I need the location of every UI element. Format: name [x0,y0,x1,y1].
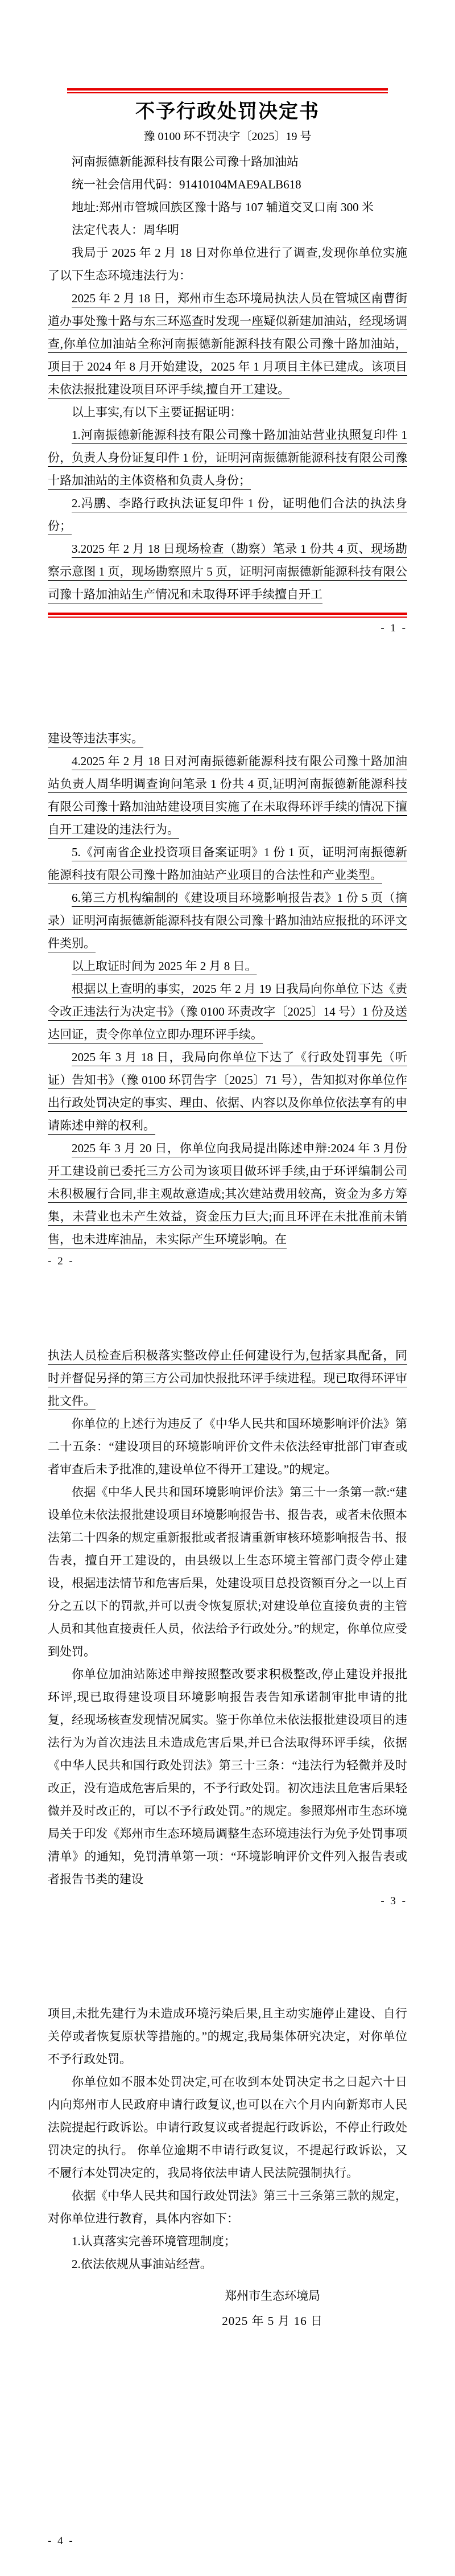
document-number: 豫 0100 环不罚决字〔2025〕19 号 [143,130,312,143]
red-footer-rule [48,613,407,618]
paragraph: 4.2025 年 2 月 18 日对河南振德新能源科技有限公司豫十路加油站负责人周华明调查询问笔录 1 份共 4 页,证明河南振德新能源科技有限公司豫十路加油站建设项目实施了在未取得环评手续的情况下擅自开工建设的违法行为。 [48,754,407,836]
document-title: 不予行政处罚决定书 [135,101,320,122]
paragraph: 1.认真落实完善环境管理制度； [72,2234,236,2248]
paragraph: 2.冯鹏、李路行政执法证复印件 1 份，证明他们合法的执法身份； [48,496,407,533]
paragraph: 统一社会信用代码：91410104MAE9ALB618 [72,178,301,191]
page-number: - 4 - [48,2535,75,2547]
paragraph: 1.河南振德新能源科技有限公司豫十路加油站营业执照复印件 1 份，负责人身份证复印件 1 份，证明河南振德新能源科技有限公司豫十路加油站的主体资格和负责人身份； [48,428,407,487]
paragraph: 根据以上查明的事实，2025 年 2 月 19 日我局向你单位下达《责令改正违法行为决定书》（豫 0100 环责改字〔2025〕14 号）1 份及送达回证，责令你单位立即办理环评手续。 [48,982,407,1041]
page-4-body [48,2002,407,2275]
issue-date: 2025 年 5 月 16 日 [222,2314,323,2328]
page-number: - 3 - [380,1895,407,1907]
paragraph: 你单位如不服本处罚决定,可在收到本处罚决定书之日起六十日内向郑州市人民政府申请行政复议,也可以在六个月内向新郑市人民法院提起行政诉讼。申请行政复议或者提起行政诉讼，不停止行政处罚决定的执行。 你单位逾期不申请行政复议，不提起行政诉讼，又不履行本处罚决定的，我局将依法申请人民法院强制执行。 [48,2075,407,2180]
signature-block [48,2283,407,2333]
page-number: - 1 - [380,622,407,634]
paragraph: 法定代表人：周华明 [72,223,179,237]
issuing-agency: 郑州市生态环境局 [225,2289,321,2303]
paragraph: 2.依法依规从事油站经营。 [72,2257,212,2271]
paragraph: 你单位的上述行为违反了《中华人民共和国环境影响评价法》第二十五条：“建设项目的环境影响评价文件未依法经审批部门审查或者审查后未予批准的,建设单位不得开工建设。”的规定。 [48,1417,407,1476]
paragraph: 3.2025 年 2 月 18 日现场检查（勘察）笔录 1 份共 4 页、现场勘察示意图 1 页，现场勘察照片 5 页，证明河南振德新能源科技有限公司豫十路加油站生产情况和未取得环评手续擅自开工 [48,542,407,601]
page-number: - 2 - [48,1255,75,1267]
page-2 [0,727,455,1270]
paragraph: 以上取证时间为 2025 年 2 月 8 日。 [72,959,257,973]
paragraph: 2025 年 3 月 20 日，你单位向我局提出陈述申辩:2024 年 3 月份开工建设前已委托三方公司为该项目做环评手续,由于环评编制公司未积极履行合同,非主观故意造成;其次建站费用较高，资金为多方筹集，未营业也未产生效益，资金压力巨大;而且环评在未批准前未销售，也未进库油品，未实际产生环境影响。在 [48,1141,407,1246]
paragraph: 6.第三方机构编制的《建设项目环境影响报告表》1 份 5 页（摘录）证明河南振德新能源科技有限公司豫十路加油站应报批的环评文件类别。 [48,891,407,950]
page-3-body [48,1344,407,1891]
page-3 [0,1344,455,1910]
red-header-rule [67,88,388,93]
paragraph: 5.《河南省企业投资项目备案证明》1 份 1 页，证明河南振德新能源科技有限公司豫十路加油站产业项目的合法性和产业类型。 [48,845,407,882]
page-1-body [48,150,407,606]
paragraph: 地址:郑州市管城回族区豫十路与 107 辅道交叉口南 300 米 [72,200,374,214]
paragraph: 2025 年 3 月 18 日，我局向你单位下达了《行政处罚事先（听证）告知书》（豫 0100 环罚告字〔2025〕71 号），告知拟对你单位作出行政处罚决定的事实、理由、依据、内容以及你单位依法享有的申请陈述申辩的权利。 [48,1050,407,1132]
paragraph: 你单位加油站陈述申辩按照整改要求积极整改,停止建设并报批环评,现已取得建设项目环境影响报告表告知承诺制审批申请的批复，经现场核查发现情况属实。鉴于你单位未依法报批建设项目的违法行为为首次违法且未造成危害后果,并已合法取得环评手续，依据《中华人民共和国行政处罚法》第三十三条：“违法行为轻微并及时改正，没有造成危害后果的，不予行政处罚。初次违法且危害后果轻微并及时改正的，可以不予行政处罚。”的规定。参照郑州市生态环境局关于印发《郑州市生态环境局调整生态环境违法行为免予处罚事项清单》的通知，免罚清单第一项：“环境影响评价文件列入报告表或者报告书类的建设 [48,1667,407,1886]
paragraph: 依据《中华人民共和国环境影响评价法》第三十一条第一款:“建设单位未依法报批建设项目环境影响报告书、报告表，或者未依照本法第二十四条的规定重新报批或者报请重新审核环境影响报告书、报告表，擅自开工建设的，由县级以上生态环境主管部门责令停止建设，根据违法情节和危害后果，处建设项目总投资额百分之一以上百分之五以下的罚款,并可以责令恢复原状;对建设单位直接负责的主管人员和其他直接责任人员，依法给予行政处分。”的规定，你单位应受到处罚。 [48,1485,407,1658]
paragraph: 以上事实,有以下主要证据证明： [72,405,242,419]
paragraph: 项目,未批先建行为未造成环境污染后果,且主动实施停止建设、自行关停或者恢复原状等措施的。”的规定,我局集体研究决定，对你单位不予行政处罚。 [48,2007,407,2066]
page-1 [0,0,455,637]
paragraph: 我局于 2025 年 2 月 18 日对你单位进行了调查,发现你单位实施了以下生态环境违法行为： [48,246,407,282]
paragraph: 执法人员检查后积极落实整改停止任何建设行为,包括家具配备，同时并督促另择的第三方公司加快报批环评手续进程。现已取得环评审批文件。 [48,1349,407,1408]
paragraph: 2025 年 2 月 18 日，郑州市生态环境局执法人员在管城区南曹街道办事处豫十路与东三环巡查时发现一座疑似新建加油站，经现场调查,你单位加油站全称河南振德新能源科技有限公司豫十路加油站，项目于 2024 年 8 月开始建设，2025 年 1 月项目主体已建成。该项目未依法报批建设项目环评手续,擅自开工建设。 [48,291,407,396]
paragraph: 河南振德新能源科技有限公司豫十路加油站 [72,155,299,169]
page-2-body [48,727,407,1251]
paragraph: 建设等违法事实。 [48,732,143,745]
paragraph: 依据《中华人民共和国行政处罚法》第三十三条第三款的规定，对你单位进行教育，具体内容如下： [48,2189,407,2225]
page-4 [0,2002,455,2550]
